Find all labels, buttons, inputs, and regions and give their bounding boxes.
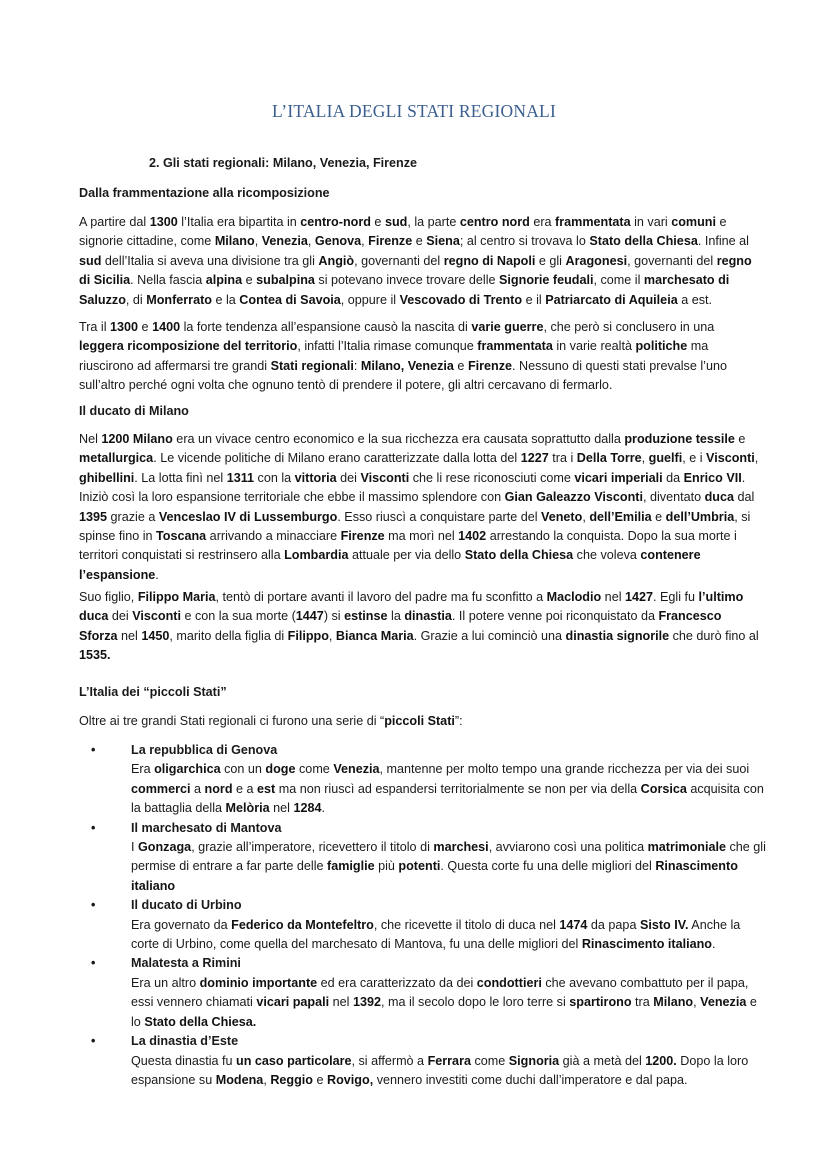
list-item-body [131,916,769,955]
bold-term: contenere l’espansione [79,548,701,582]
text-run: . [711,937,716,952]
bold-term: Venezia [261,234,308,249]
bold-term: Aragonesi [565,253,628,268]
text-run: come [470,1053,509,1068]
bold-term: 1395 [79,509,108,524]
bold-term: frammentata [555,215,631,229]
bold-term: Sisto IV. [639,917,689,932]
text-run: Tra il [79,320,111,334]
bold-term: metallurgica [79,451,154,466]
paragraph [79,588,759,666]
text-run: Anche la corte di Urbino, come quella del marchesato di Mantova, fu una delle migliori del [131,917,741,952]
bold-term: vicari papali [256,995,330,1010]
bold-term: Maclodio [546,590,602,604]
bold-term: Ferrara [427,1053,471,1068]
text-run: , governanti del [354,253,444,268]
text-run: , [263,1072,271,1087]
text-run: , governanti del [627,253,717,268]
list-item-body [131,838,769,896]
bold-term: Bianca Maria [335,628,414,643]
bold-term: Venezia [700,995,747,1010]
text-run: Era un altro [131,975,200,990]
list-item-body [131,974,769,1032]
bold-term: ghibellini [79,470,135,485]
text-run: . [155,567,159,582]
bullet-icon: • [91,898,96,913]
bold-term: 1284 [293,801,322,816]
text-run: che durò fino al [669,628,759,643]
bold-term: potenti [398,859,441,874]
bold-term: Vescovado di Trento [399,292,523,307]
text-run: e con la sua morte ( [180,609,296,624]
bold-term: Firenze [340,529,385,544]
bold-term: Visconti [706,451,755,466]
text-run: in vari [630,215,672,229]
text-run: acquisita con la battaglia della [131,781,764,816]
text-run: , che però si conclusero in una [543,320,715,334]
list-item-title: Il ducato di Urbino [131,898,242,913]
text-run: , che ricevette il titolo di duca nel [373,917,560,932]
text-run: con un [220,762,266,777]
text-run: con la [254,470,295,485]
bold-term: famiglie [327,859,375,874]
bold-term: Melòria [225,801,270,816]
bold-term: Milano [214,234,255,249]
text-run: . Le vicende politiche di Milano erano caratterizzate dalla lotta del [153,451,521,466]
bold-term: doge [265,762,296,777]
text-run: , [754,451,759,466]
text-run: , avviarono così una politica [488,840,648,855]
bold-term: 1450 [141,628,170,643]
text-run: dal [734,490,755,505]
text-run: si potevano invece trovare delle [314,273,500,288]
text-run: , tentò di portare avanti il lavoro del padre ma fu sconfitto a [215,590,547,604]
text-run: . Nella fascia [130,273,206,288]
bold-term: Reggio [270,1072,313,1087]
bold-term: Corsica [640,781,687,796]
text-run: ; al centro si trovava lo [459,234,590,249]
text-run: , e i [682,451,707,466]
bold-term: 1200. [645,1053,677,1068]
bold-term: alpina [205,273,243,288]
text-run: , grazie all’imperatore, ricevettero il titolo di [191,840,434,855]
text-run: era [529,215,556,229]
section-heading-milano: Il ducato di Milano [79,404,189,418]
text-run: , mantenne per molto tempo una grande ricchezza per via dei suoi [379,762,750,777]
text-run: e a [232,781,258,796]
text-run: la [387,609,405,624]
list-item [79,741,769,819]
text-run: dei [336,470,361,485]
list-item-title: La repubblica di Genova [131,743,278,757]
text-run: , [328,628,336,643]
bold-term: 1402 [458,529,487,544]
bold-term: sud [384,215,408,229]
bold-term: Siena [426,234,460,249]
text-run: A partire dal [79,215,150,229]
bold-term: 1427 [625,590,654,604]
document-title: L’ITALIA DEGLI STATI REGIONALI [272,101,556,121]
text-run: , [254,234,262,249]
text-run: arrivando a minacciare [206,529,341,544]
text-run: tra i [548,451,577,466]
text-run: , marito della figlia di [169,628,288,643]
bold-term: varie guerre [471,320,544,334]
text-run: . Iniziò così la loro espansione territoriale che ebbe il massimo splendore con [79,470,746,505]
bold-term: Filippo [287,628,329,643]
list-item [79,1032,769,1090]
text-run: e [242,273,257,288]
text-run: , la parte [407,215,460,229]
text-run: grazie a [107,509,159,524]
text-run: ma riuscirono ad affermarsi tre grandi [79,339,709,373]
text-run: dei [108,609,133,624]
bold-term: politiche [635,339,688,354]
text-run: , [582,509,590,524]
text-run: in varie realtà [552,339,636,354]
bold-term: Genova [314,234,362,249]
bold-term: Gian Galeazzo Visconti [504,490,643,505]
paragraph [79,213,759,310]
bold-term: regno di Sicilia [79,253,752,288]
bold-term: Monferrato [146,292,212,307]
bold-term: 1392 [352,995,381,1010]
text-run: vennero investiti come duchi dall’imperatore e dal papa. [373,1072,688,1087]
text-run: a [190,781,205,796]
text-run: Oltre ai tre grandi Stati regionali ci furono una serie di “ [79,714,385,728]
bold-term: oligarchica [154,762,221,777]
bold-term: dinastia signorile [565,628,670,643]
bold-term: Visconti [132,609,181,624]
text-run: , [307,234,315,249]
text-run: ed era caratterizzato da dei [317,975,477,990]
paragraph [79,712,759,731]
text-run: ma non riuscì ad espandersi territorialmente se non per via della [275,781,641,796]
bold-term: 1200 Milano [101,432,173,446]
text-run: Suo figlio, [79,590,138,604]
bold-term: produzione tessile [624,432,735,446]
text-run: ”: [454,714,463,728]
text-run: e la [211,292,240,307]
bold-term: Francesco Sforza [79,609,722,643]
bullet-icon: • [91,1034,96,1049]
bold-term: marchesi [433,840,489,855]
text-run: da [662,470,684,485]
bold-term: Stato della Chiesa. [144,1014,257,1029]
piccoli-stati-list [79,741,769,1090]
bold-term: est [257,781,276,796]
bold-term: Visconti [360,470,410,485]
bold-term: frammentata [477,339,553,354]
bold-term: Toscana [156,529,207,544]
text-run: che gli permise di entrare a far parte delle [131,840,766,874]
section-heading-piccoli-stati: L’Italia dei “piccoli Stati” [79,685,227,699]
bold-term: Stato della Chiesa [589,234,698,249]
text-run: . Nessuno di questi stati prevalse l’uno sull’altro perché ogni volta che ognuno tentò di prendere il potere, gli altri cercavano di fermarlo. [79,358,727,393]
bold-term: Veneto [541,509,583,524]
bold-term: Milano [653,995,694,1010]
bullet-icon: • [91,820,96,835]
text-run: e [370,215,385,229]
bold-term: 1447 [295,609,324,624]
paragraph [79,318,759,396]
bold-term: Rinascimento italiano [131,859,738,893]
list-item-body [131,1052,769,1091]
bold-term: Stato della Chiesa [464,548,574,563]
bold-term: Filippo Maria [137,590,216,604]
list-item-title: La dinastia d’Este [131,1034,239,1049]
list-item-body [131,760,769,818]
text-run: a est. [677,292,713,307]
bullet-icon: • [91,743,96,757]
text-run: nel [269,801,294,816]
bold-term: dominio importante [199,975,318,990]
text-run: più [374,859,399,874]
bold-term: Venceslao IV di Lussemburgo [158,509,338,524]
text-run: era un vivace centro economico e la sua ricchezza era causata soprattutto dalla [172,432,625,446]
bold-term: 1400 [152,320,181,334]
bold-term: commerci [131,781,191,796]
bold-term: dell’Umbria [665,509,735,524]
text-run: e [651,509,666,524]
bold-term: 1300 [110,320,139,334]
text-run: che voleva [573,548,641,563]
text-run: . Egli fu [653,590,699,604]
bold-term: Signoria [508,1053,560,1068]
list-item-title: Il marchesato di Mantova [131,820,282,835]
text-run: , [693,995,701,1010]
text-run: e il [522,292,546,307]
bold-term: piccoli Stati [384,714,455,728]
text-run: come [295,762,334,777]
text-run: da papa [587,917,640,932]
bold-term: 1474 [559,917,588,932]
bold-term: nord [204,781,233,796]
bold-term: centro nord [459,215,530,229]
text-run: . Infine al [697,234,749,249]
text-run: , si affermò a [351,1053,428,1068]
text-run: nel [329,995,353,1010]
text-run: Nel [79,432,102,446]
bold-term: un caso particolare [236,1053,352,1068]
bold-term: 1311 [226,470,255,485]
bold-term: Firenze [467,358,513,373]
text-run: ma morì nel [384,529,459,544]
text-run: attuale per via dello [348,548,465,563]
text-run: , [361,234,369,249]
text-run: e signorie cittadine, come [79,215,727,249]
text-run: l’Italia era bipartita in [177,215,301,229]
bold-term: dinastia [404,609,452,624]
text-run: , di [125,292,147,307]
bold-term: regno di Napoli [443,253,536,268]
text-run: Dopo la loro espansione su [131,1053,749,1087]
list-item [79,896,769,954]
text-run: e [313,1072,328,1087]
text-run: ) si [323,609,345,624]
text-run: Era [131,762,155,777]
bold-term: Milano, Venezia [360,358,454,373]
bold-term: Gonzaga [138,840,192,855]
bold-term: Contea di Savoia [239,292,341,307]
text-run: Era governato da [131,917,232,932]
text-run: e [138,320,153,334]
bold-term: Della Torre [576,451,642,466]
text-run: arrestando la conquista. Dopo la sua morte i territori conquistati si restrinsero alla [79,529,737,563]
bold-term: l’ultimo duca [79,590,744,624]
bullet-icon: • [91,956,96,971]
text-run: nel [117,628,142,643]
text-run: già a metà del [559,1053,646,1068]
text-run: che li rese riconosciuti come [409,470,575,485]
bold-term: marchesato di Saluzzo [79,273,730,307]
text-run: tra [631,995,654,1010]
text-run: nel [601,590,625,604]
text-run: Questa dinastia fu [131,1053,237,1068]
bold-term: Rovigo, [327,1072,374,1087]
text-run: I [131,840,138,855]
bold-term: Stati regionali [270,358,354,373]
bold-term: 1535. [79,648,111,663]
bold-term: condottieri [476,975,542,990]
bold-term: Modena [215,1072,264,1087]
bold-term: guelfi [648,451,683,466]
bold-term: vicari imperiali [574,470,663,485]
bold-term: matrimoniale [647,840,726,855]
bold-term: Firenze [368,234,413,249]
chapter-subtitle: 2. Gli stati regionali: Milano, Venezia, Firenze [149,156,418,170]
text-run: dell’Italia si aveva una divisione tra gli [101,253,319,268]
text-run: , diventato [642,490,705,505]
bold-term: dell’Emilia [589,509,652,524]
text-run: e [453,358,468,373]
section-heading-frammentazione: Dalla frammentazione alla ricomposizione [79,186,330,200]
text-run: . Il potere venne poi riconquistato da [451,609,659,624]
text-run: e gli [535,253,566,268]
bold-term: centro-nord [300,215,371,229]
bold-term: Lombardia [284,548,349,563]
list-item [79,819,769,897]
text-run: che avevano combattuto per il papa, essi vennero chiamati [131,975,749,1010]
list-item-title: Malatesta a Rimini [131,956,241,971]
bold-term: spartirono [569,995,632,1010]
bold-term: subalpina [256,273,315,288]
bold-term: comuni [671,215,716,229]
text-run: , oppure il [340,292,400,307]
text-run: . Grazie a lui cominciò una [413,628,566,643]
bold-term: sud [79,253,102,268]
text-run: : [353,358,361,373]
text-run: e [412,234,427,249]
bold-term: Venezia [333,762,380,777]
text-run: e [734,432,746,446]
bold-term: 1300 [149,215,178,229]
text-run: , come il [593,273,644,288]
text-run: , infatti l’Italia rimase comunque [297,339,478,354]
bold-term: vittoria [294,470,337,485]
bold-term: Angiò [318,253,355,268]
text-run: . Questa corte fu una delle migliori del [440,859,656,874]
text-run: e lo [131,995,757,1029]
bold-term: 1227 [520,451,549,466]
text-run: . Esso riuscì a conquistare parte del [337,509,542,524]
text-run: , si spinse fino in [79,509,751,544]
text-run: . [321,801,325,816]
bold-term: leggera ricomposizione del territorio [79,339,298,354]
text-run: la forte tendenza all’espansione causò la nascita di [180,320,472,334]
bold-term: Enrico VII [683,470,742,485]
bold-term: Rinascimento italiano [581,937,712,952]
bold-term: Federico da Montefeltro [231,917,374,932]
text-run: . La lotta finì nel [134,470,227,485]
bold-term: estinse [344,609,388,624]
list-item [79,954,769,1032]
bold-term: duca [704,490,734,505]
bold-term: Signorie feudali [499,273,594,288]
text-run: , ma il secolo dopo le loro terre si [380,995,570,1010]
bold-term: Patriarcato di Aquileia [545,292,678,307]
paragraph [79,430,759,585]
text-run: , [641,451,649,466]
